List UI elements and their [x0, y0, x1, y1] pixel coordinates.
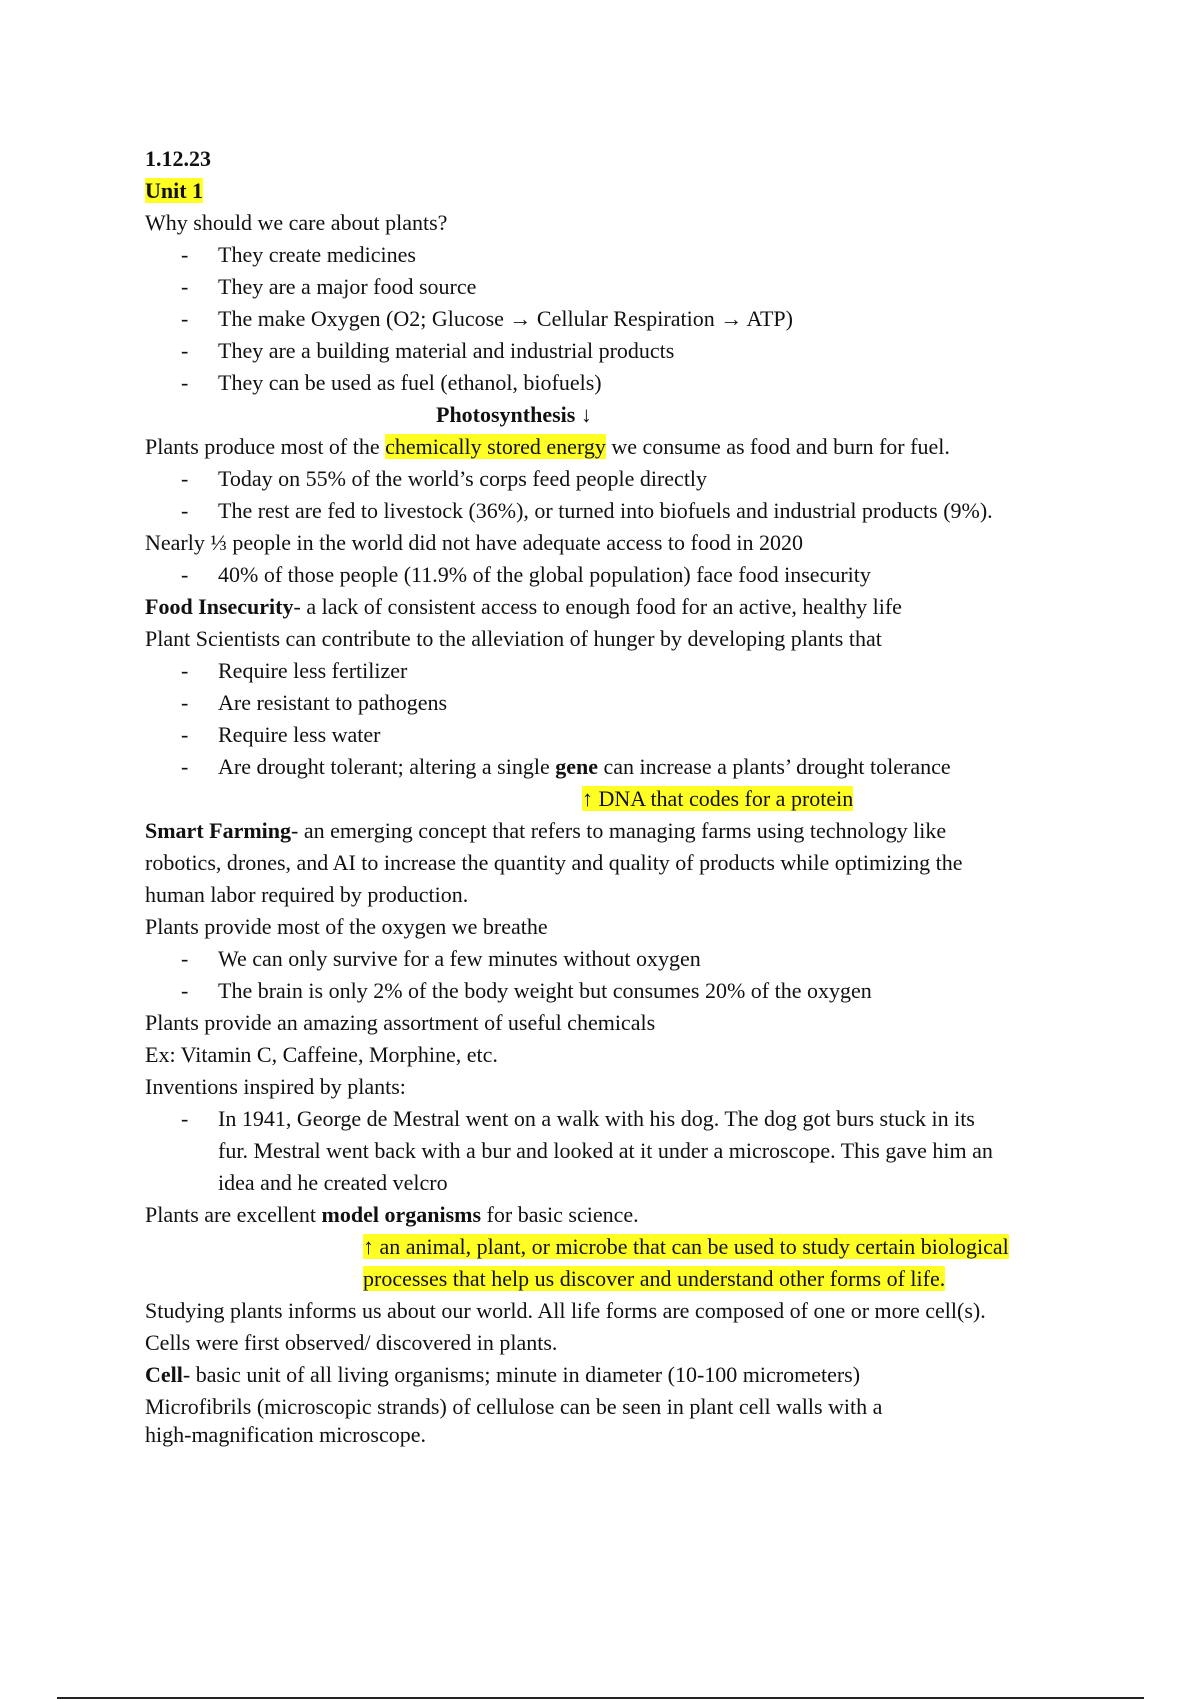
velcro-line: fur. Mestral went back with a bur and looked at it under a microscope. This gave him an [218, 1138, 993, 1163]
smart-farming-definition [145, 816, 946, 846]
term-model-organisms: model organisms [321, 1202, 482, 1227]
chemicals-line: Plants provide an amazing assortment of useful chemicals [145, 1010, 656, 1035]
bullet-dash: - [181, 466, 189, 491]
model-text: Plants are excellent [145, 1202, 322, 1227]
microfibrils-line: high-magnification microscope. [145, 1422, 427, 1447]
reason-item: They are a building material and industrial products [218, 338, 675, 363]
bullet-dash: - [181, 306, 189, 331]
smart-farming-line: human labor required by production. [145, 882, 469, 907]
bullet-dash: - [181, 562, 189, 587]
oxygen-line: Plants provide most of the oxygen we breathe [145, 914, 548, 939]
examples-line: Ex: Vitamin C, Caffeine, Morphine, etc. [145, 1042, 498, 1067]
bullet-dash: - [181, 978, 189, 1003]
studying-line: Studying plants informs us about our world. All life forms are composed of one or more cell(s). [145, 1298, 986, 1323]
model-note-highlight: ↑ an animal, plant, or microbe that can be used to study certain biological [363, 1234, 1009, 1259]
energy-highlight: chemically stored energy [385, 434, 606, 459]
definition-text: - basic unit of all living organisms; minute in diameter (10-100 micrometers) [182, 1362, 861, 1387]
gene-note-highlight: ↑ DNA that codes for a protein [582, 786, 854, 811]
question-line: Why should we care about plants? [145, 210, 448, 235]
gene-annotation [582, 784, 853, 814]
bullet-dash: - [181, 690, 189, 715]
develop-item: Require less water [218, 722, 381, 747]
inventions-line: Inventions inspired by plants: [145, 1074, 406, 1099]
definition-text: - an emerging concept that refers to managing farms using technology like [291, 818, 947, 843]
definition-text: - a lack of consistent access to enough food for an active, healthy life [293, 594, 902, 619]
unit-label: Unit 1 [145, 178, 204, 203]
crop-item: The rest are fed to livestock (36%), or turned into biofuels and industrial products (9%). [218, 498, 993, 523]
reason-item: The make Oxygen (O2; Glucose → Cellular Respiration → ATP) [218, 306, 793, 331]
develop-item: Are resistant to pathogens [218, 690, 448, 715]
energy-text: Plants produce most of the [145, 434, 386, 459]
drought-text: Are drought tolerant; altering a single [218, 754, 556, 779]
velcro-line: idea and he created velcro [218, 1170, 448, 1195]
bullet-dash: - [181, 754, 189, 779]
term-food-insecurity: Food Insecurity [145, 594, 294, 619]
photosynthesis-heading: Photosynthesis ↓ [436, 402, 592, 427]
bullet-dash: - [181, 338, 189, 363]
bullet-dash: - [181, 1106, 189, 1131]
cells-first-line: Cells were first observed/ discovered in plants. [145, 1330, 558, 1355]
drought-text-end: can increase a plants’ drought tolerance [598, 754, 951, 779]
model-organisms-line [145, 1200, 639, 1230]
energy-text-end: we consume as food and burn for fuel. [605, 434, 950, 459]
bullet-dash: - [181, 722, 189, 747]
term-smart-farming: Smart Farming [145, 818, 292, 843]
note-date: 1.12.23 [145, 146, 211, 171]
term-gene: gene [555, 754, 598, 779]
reason-item: They are a major food source [218, 274, 477, 299]
drought-item [218, 752, 951, 782]
model-annotation [363, 1232, 1009, 1262]
smart-farming-line: robotics, drones, and AI to increase the quantity and quality of products while optimizing the [145, 850, 963, 875]
crop-item: Today on 55% of the world’s corps feed people directly [218, 466, 708, 491]
bullet-dash: - [181, 498, 189, 523]
reason-item: They can be used as fuel (ethanol, biofuels) [218, 370, 602, 395]
oxygen-item: The brain is only 2% of the body weight but consumes 20% of the oxygen [218, 978, 872, 1003]
bottom-rule [57, 1697, 1144, 1699]
reason-item: They create medicines [218, 242, 416, 267]
bullet-dash: - [181, 242, 189, 267]
nearly-line: Nearly ⅓ people in the world did not have adequate access to food in 2020 [145, 530, 803, 555]
term-cell: Cell [145, 1362, 183, 1387]
insecurity-stat: 40% of those people (11.9% of the global population) face food insecurity [218, 562, 871, 587]
scientists-line: Plant Scientists can contribute to the alleviation of hunger by developing plants that [145, 626, 882, 651]
model-annotation [363, 1264, 945, 1294]
cell-definition [145, 1360, 860, 1390]
develop-item: Require less fertilizer [218, 658, 408, 683]
bullet-dash: - [181, 946, 189, 971]
oxygen-item: We can only survive for a few minutes without oxygen [218, 946, 701, 971]
bullet-dash: - [181, 274, 189, 299]
food-insecurity-definition [145, 592, 902, 622]
model-text-end: for basic science. [481, 1202, 639, 1227]
model-note-highlight: processes that help us discover and understand other forms of life. [363, 1266, 946, 1291]
velcro-line: In 1941, George de Mestral went on a walk with his dog. The dog got burs stuck in its [218, 1106, 975, 1131]
bullet-dash: - [181, 370, 189, 395]
energy-line [145, 432, 950, 462]
bullet-dash: - [181, 658, 189, 683]
unit-heading [145, 176, 203, 206]
microfibrils-line: Microfibrils (microscopic strands) of cellulose can be seen in plant cell walls with a [145, 1394, 883, 1419]
